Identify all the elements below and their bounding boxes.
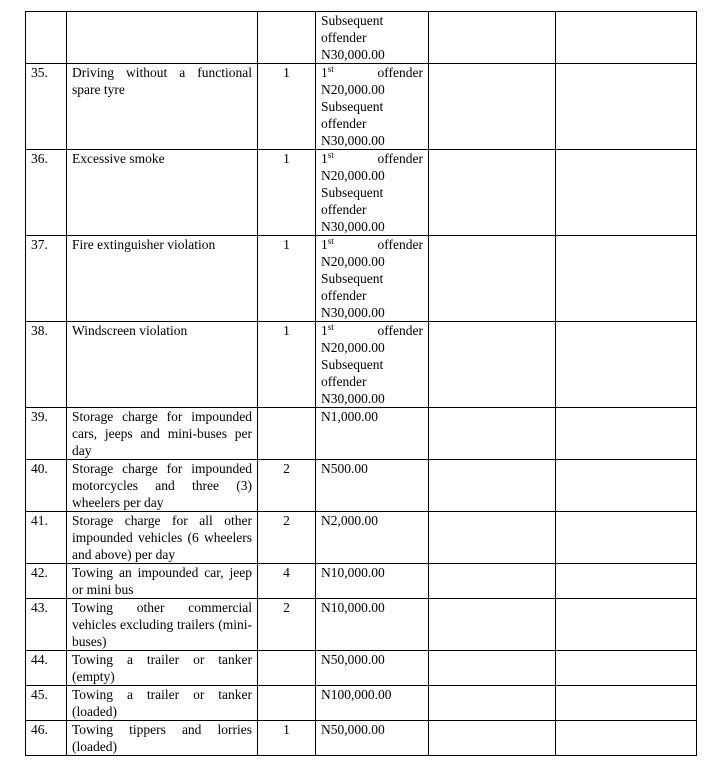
subsequent-offender-label: Subsequent offender: [321, 13, 384, 45]
blank-column-5: [429, 512, 556, 564]
fine-cell: [316, 150, 429, 236]
table-row: [26, 322, 697, 408]
fine-cell: [316, 512, 429, 564]
subsequent-offender-label: Subsequent offender: [321, 185, 384, 217]
penalty-points: [258, 651, 316, 686]
offence-number: 46.: [26, 721, 67, 756]
blank-column-6: [556, 322, 697, 408]
blank-column-6: [556, 599, 697, 651]
first-offender-fine: N20,000.00: [321, 254, 385, 269]
fine-amount: N100,000.00: [321, 687, 392, 702]
blank-column-6: [556, 564, 697, 599]
first-offender-ordinal: [321, 64, 334, 81]
first-offender-line: [321, 236, 423, 253]
offence-description: Storage charge for impounded motorcycles and three (3) wheelers per day: [67, 460, 258, 512]
subsequent-offender-fine: N30,000.00: [321, 219, 385, 234]
penalty-points: 2: [258, 599, 316, 651]
blank-column-5: [429, 460, 556, 512]
penalty-points: 1: [258, 236, 316, 322]
blank-column-5: [429, 150, 556, 236]
blank-column-6: [556, 64, 697, 150]
offence-description: Storage charge for all other impounded vehicles (6 wheelers and above) per day: [67, 512, 258, 564]
penalty-points: 1: [258, 721, 316, 756]
table-body: [26, 12, 697, 756]
penalty-points: 1: [258, 64, 316, 150]
ordinal-suffix: st: [327, 236, 334, 246]
fine-cell: [316, 599, 429, 651]
blank-column-5: [429, 564, 556, 599]
first-offender-ordinal: [321, 236, 334, 253]
subsequent-offender-fine: N30,000.00: [321, 47, 385, 62]
penalty-points: 2: [258, 460, 316, 512]
fine-cell: [316, 12, 429, 64]
offence-schedule-table: [25, 11, 697, 756]
blank-column-5: [429, 721, 556, 756]
offence-description: [67, 12, 258, 64]
table-row: [26, 564, 697, 599]
fine-cell: [316, 408, 429, 460]
fine-cell: [316, 651, 429, 686]
penalty-points: [258, 686, 316, 721]
ordinal-number: 1: [321, 237, 328, 252]
penalty-points: [258, 408, 316, 460]
table-row: [26, 64, 697, 150]
first-offender-word: offender: [377, 151, 423, 166]
fine-amount: N2,000.00: [321, 513, 378, 528]
offence-description: Towing a trailer or tanker (empty): [67, 651, 258, 686]
penalty-points: 1: [258, 322, 316, 408]
fine-amount: N50,000.00: [321, 652, 385, 667]
offence-number: 42.: [26, 564, 67, 599]
first-offender-word: offender: [377, 323, 423, 338]
fine-amount: N50,000.00: [321, 722, 385, 737]
blank-column-6: [556, 512, 697, 564]
table-row: [26, 236, 697, 322]
offence-number: [26, 12, 67, 64]
table-row: [26, 150, 697, 236]
offence-number: 36.: [26, 150, 67, 236]
offence-number: 40.: [26, 460, 67, 512]
first-offender-ordinal: [321, 150, 334, 167]
offence-description: Windscreen violation: [67, 322, 258, 408]
offence-description: Towing tippers and lorries (loaded): [67, 721, 258, 756]
offence-number: 41.: [26, 512, 67, 564]
fine-cell: [316, 322, 429, 408]
ordinal-suffix: st: [327, 64, 334, 74]
first-offender-line: [321, 322, 423, 339]
table-row: [26, 512, 697, 564]
blank-column-6: [556, 721, 697, 756]
first-offender-fine: N20,000.00: [321, 168, 385, 183]
subsequent-offender-label: Subsequent offender: [321, 357, 384, 389]
fine-amount: N10,000.00: [321, 600, 385, 615]
blank-column-6: [556, 150, 697, 236]
fine-cell: [316, 236, 429, 322]
fine-amount: N1,000.00: [321, 409, 378, 424]
offence-description: Fire extinguisher violation: [67, 236, 258, 322]
table-row: [26, 408, 697, 460]
blank-column-5: [429, 408, 556, 460]
fine-cell: [316, 460, 429, 512]
subsequent-offender-fine: N30,000.00: [321, 305, 385, 320]
ordinal-number: 1: [321, 151, 328, 166]
blank-column-5: [429, 651, 556, 686]
blank-column-6: [556, 408, 697, 460]
blank-column-6: [556, 651, 697, 686]
offence-number: 39.: [26, 408, 67, 460]
penalty-points: 4: [258, 564, 316, 599]
blank-column-5: [429, 64, 556, 150]
first-offender-line: [321, 150, 423, 167]
subsequent-offender-fine: N30,000.00: [321, 133, 385, 148]
fine-amount: N500.00: [321, 461, 368, 476]
first-offender-fine: N20,000.00: [321, 340, 385, 355]
fine-cell: [316, 64, 429, 150]
blank-column-5: [429, 12, 556, 64]
offence-description: Driving without a functional spare tyre: [67, 64, 258, 150]
ordinal-number: 1: [321, 65, 328, 80]
first-offender-ordinal: [321, 322, 334, 339]
fine-cell: [316, 564, 429, 599]
penalty-points: 1: [258, 150, 316, 236]
offence-number: 35.: [26, 64, 67, 150]
blank-column-6: [556, 12, 697, 64]
first-offender-word: offender: [377, 237, 423, 252]
offence-number: 45.: [26, 686, 67, 721]
table-row: [26, 12, 697, 64]
table-row: [26, 460, 697, 512]
table-row: [26, 686, 697, 721]
blank-column-6: [556, 460, 697, 512]
offence-description: Towing a trailer or tanker (loaded): [67, 686, 258, 721]
offence-number: 43.: [26, 599, 67, 651]
subsequent-offender-label: Subsequent offender: [321, 271, 384, 303]
first-offender-fine: N20,000.00: [321, 82, 385, 97]
subsequent-offender-label: Subsequent offender: [321, 99, 384, 131]
ordinal-suffix: st: [327, 150, 334, 160]
fine-cell: [316, 721, 429, 756]
fine-amount: N10,000.00: [321, 565, 385, 580]
offence-number: 44.: [26, 651, 67, 686]
ordinal-suffix: st: [327, 322, 334, 332]
ordinal-number: 1: [321, 323, 328, 338]
penalty-points: 2: [258, 512, 316, 564]
penalty-points: [258, 12, 316, 64]
first-offender-line: [321, 64, 423, 81]
offence-description: Storage charge for impounded cars, jeeps and mini-buses per day: [67, 408, 258, 460]
offence-number: 37.: [26, 236, 67, 322]
blank-column-5: [429, 322, 556, 408]
blank-column-5: [429, 686, 556, 721]
table-row: [26, 599, 697, 651]
subsequent-offender-fine: N30,000.00: [321, 391, 385, 406]
table-row: [26, 721, 697, 756]
fine-cell: [316, 686, 429, 721]
offence-description: Towing other commercial vehicles excluding trailers (mini-buses): [67, 599, 258, 651]
first-offender-word: offender: [377, 65, 423, 80]
blank-column-6: [556, 686, 697, 721]
offence-number: 38.: [26, 322, 67, 408]
blank-column-5: [429, 599, 556, 651]
blank-column-6: [556, 236, 697, 322]
table-row: [26, 651, 697, 686]
offence-description: Excessive smoke: [67, 150, 258, 236]
offence-description: Towing an impounded car, jeep or mini bus: [67, 564, 258, 599]
blank-column-5: [429, 236, 556, 322]
